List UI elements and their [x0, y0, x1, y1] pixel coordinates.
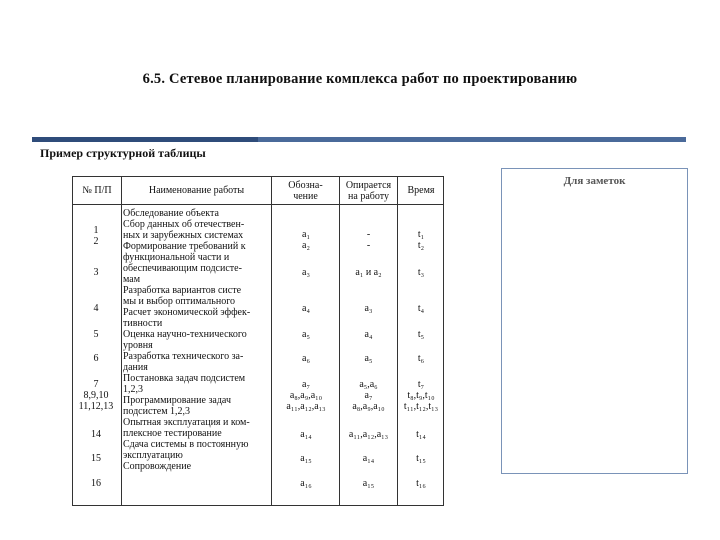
prerequisite-work: - [366, 229, 371, 240]
work-designation: a₁₁,a₁₂,a₁₃ [286, 401, 326, 412]
row-number: 6 [93, 353, 99, 364]
work-name-line: Постановка задач подсистем [123, 373, 246, 384]
row-number: 5 [93, 329, 99, 340]
work-name-line: плексное тестирование [123, 428, 222, 439]
table-header-divider [73, 204, 443, 205]
work-name-line: дания [123, 362, 148, 373]
row-number: 8,9,10 [83, 390, 109, 401]
work-time: t₇ [417, 379, 425, 390]
work-name-line: мы и выбор оптимального [123, 296, 236, 307]
work-name-line: Обследование объекта [123, 208, 219, 219]
work-designation: a₁ [302, 229, 310, 240]
row-number: 14 [91, 429, 101, 440]
work-name-line: Опытная эксплуатация и ком- [123, 417, 250, 428]
work-time: t₅ [417, 329, 425, 340]
work-time: t₈,t₉,t₁₀ [407, 390, 435, 401]
row-number: 16 [91, 478, 101, 489]
header-time: Время [407, 185, 435, 196]
work-name-line: ных и зарубежных системах [123, 230, 244, 241]
work-time: t₂ [417, 240, 425, 251]
work-time: t₁₁,t₁₂,t₁₃ [403, 401, 439, 412]
work-time: t₆ [417, 353, 425, 364]
work-time: t₃ [417, 267, 425, 278]
work-designation: a₄ [302, 303, 310, 314]
work-name-line: 1,2,3 [123, 384, 143, 395]
work-name-line: Разработка вариантов систе [123, 285, 242, 296]
work-time: t₁₄ [416, 429, 426, 440]
row-number: 2 [93, 236, 99, 247]
work-name-line: Формирование требований к [123, 241, 246, 252]
work-name-line: обеспечивающим подсисте- [123, 263, 242, 274]
slide-subtitle: Пример структурной таблицы [40, 146, 206, 160]
title-divider-accent [32, 137, 258, 142]
header-num: № П/П [82, 185, 112, 196]
prerequisite-work: a₃ [364, 303, 373, 314]
prerequisite-work: a₁₄ [362, 453, 375, 464]
notes-label: Для заметок [563, 175, 626, 187]
prerequisite-work: a₇ [364, 390, 373, 401]
row-number: 7 [93, 379, 99, 390]
work-time: t₁₅ [416, 453, 426, 464]
row-number: 4 [93, 303, 99, 314]
prerequisite-work: a₁₁,a₁₂,a₁₃ [348, 429, 389, 440]
work-name-line: уровня [123, 340, 153, 351]
work-designation: a₂ [302, 240, 310, 251]
prerequisite-work: a₁ и a₂ [355, 267, 382, 278]
prerequisite-work: - [366, 240, 371, 251]
work-designation: a₃ [302, 267, 310, 278]
work-designation: a₁₆ [300, 478, 312, 489]
prerequisite-work: a₈,a₉,a₁₀ [352, 401, 385, 412]
work-time: t₁ [417, 229, 425, 240]
header-designation: Обозна- чение [288, 179, 323, 202]
row-number: 1 [93, 225, 99, 236]
work-name-line: мам [123, 274, 141, 285]
work-name-line: Оценка научно-технического [123, 329, 247, 340]
work-name-line: эксплуатацию [123, 450, 183, 461]
work-designation: a₆ [302, 353, 310, 364]
work-name-line: Сопровождение [123, 461, 192, 472]
prerequisite-work: a₁₅ [362, 478, 375, 489]
work-designation: a₇ [302, 379, 310, 390]
work-designation: a₁₄ [300, 429, 312, 440]
work-name-line: подсистем 1,2,3 [123, 406, 191, 417]
table-col-divider [271, 177, 272, 505]
work-name-line: Программирование задач [123, 395, 231, 406]
prerequisite-work: a₅,a₆ [359, 379, 378, 390]
work-name-line: тивности [123, 318, 163, 329]
slide-title: 6.5. Сетевое планирование комплекса работ по проектированию [142, 71, 578, 87]
work-designation: a₅ [302, 329, 310, 340]
work-designation: a₈,a₉,a₁₀ [289, 390, 323, 401]
work-designation: a₁₅ [300, 453, 312, 464]
prerequisite-work: a₄ [364, 329, 373, 340]
notes-box[interactable] [501, 168, 688, 474]
work-time: t₁₆ [416, 478, 426, 489]
work-name-line: Расчет экономической эффек- [123, 307, 251, 318]
work-name-line: Разработка технического за- [123, 351, 244, 362]
work-name-line: Сбор данных об отечествен- [123, 219, 245, 230]
work-name-line: функциональной части и [123, 252, 230, 263]
row-number: 15 [91, 453, 101, 464]
prerequisite-work: a₅ [364, 353, 373, 364]
table-col-divider [121, 177, 122, 505]
row-number: 11,12,13 [78, 401, 114, 412]
work-name-line: Сдача системы в постоянную [123, 439, 249, 450]
work-names-column [123, 208, 271, 472]
row-number: 3 [93, 267, 99, 278]
header-prev: Опирается на работу [345, 179, 392, 202]
header-name: Наименование работы [148, 185, 245, 196]
structure-table [72, 176, 444, 506]
work-time: t₄ [417, 303, 425, 314]
